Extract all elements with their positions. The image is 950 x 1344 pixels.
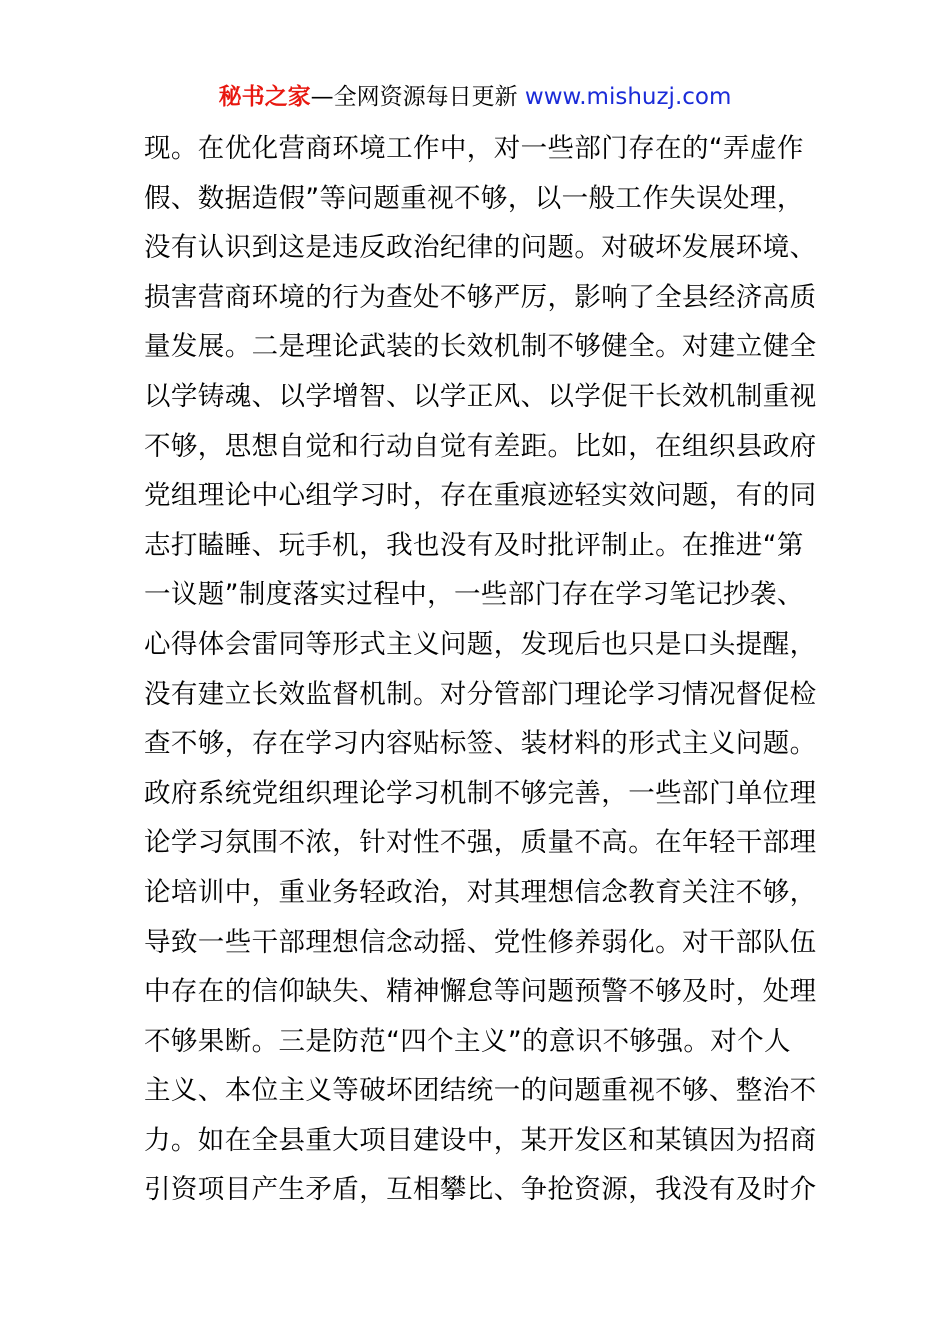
site-url-link[interactable]: www.mishuzj.com bbox=[524, 84, 732, 110]
site-header bbox=[0, 80, 950, 114]
text-line: 主义、本位主义等破坏团结统一的问题重视不够、整治不 bbox=[144, 1075, 817, 1107]
text-line: 假、数据造假”等问题重视不够，以一般工作失误处理， bbox=[144, 182, 804, 214]
text-line: 志打瞌睡、玩手机，我也没有及时批评制止。在推进“第 bbox=[144, 529, 804, 561]
text-line: 一议题”制度落实过程中，一些部门存在学习笔记抄袭、 bbox=[144, 579, 804, 611]
text-line: 论学习氛围不浓，针对性不强，质量不高。在年轻干部理 bbox=[144, 827, 817, 859]
text-line: 以学铸魂、以学增智、以学正风、以学促干长效机制重视 bbox=[144, 380, 817, 412]
text-line: 损害营商环境的行为查处不够严厉，影响了全县经济高质 bbox=[144, 281, 817, 313]
text-line: 没有认识到这是违反政治纪律的问题。对破坏发展环境、 bbox=[144, 232, 817, 264]
site-tagline: —全网资源每日更新 bbox=[310, 84, 518, 110]
text-line: 力。如在全县重大项目建设中，某开发区和某镇因为招商 bbox=[144, 1124, 817, 1156]
text-line: 查不够，存在学习内容贴标签、装材料的形式主义问题。 bbox=[144, 728, 817, 760]
site-brand: 秘书之家 bbox=[218, 84, 311, 110]
document-body bbox=[144, 124, 824, 1215]
text-line: 党组理论中心组学习时，存在重痕迹轻实效问题，有的同 bbox=[144, 480, 817, 512]
text-line: 现。在优化营商环境工作中，对一些部门存在的“弄虚作 bbox=[144, 133, 804, 164]
text-line: 心得体会雷同等形式主义问题，发现后也只是口头提醒， bbox=[144, 628, 817, 660]
text-line: 论培训中，重业务轻政治，对其理想信念教育关注不够， bbox=[144, 876, 817, 908]
text-line: 没有建立长效监督机制。对分管部门理论学习情况督促检 bbox=[144, 678, 817, 710]
text-line: 政府系统党组织理论学习机制不够完善，一些部门单位理 bbox=[144, 777, 817, 809]
text-line: 引资项目产生矛盾，互相攀比、争抢资源，我没有及时介 bbox=[144, 1174, 817, 1206]
text-line: 中存在的信仰缺失、精神懈怠等问题预警不够及时，处理 bbox=[144, 976, 817, 1008]
text-line: 不够果断。三是防范“四个主义”的意识不够强。对个人 bbox=[144, 1025, 791, 1057]
text-line: 量发展。二是理论武装的长效机制不够健全。对建立健全 bbox=[144, 331, 817, 363]
text-line: 不够，思想自觉和行动自觉有差距。比如，在组织县政府 bbox=[144, 430, 817, 462]
text-line: 导致一些干部理想信念动摇、党性修养弱化。对干部队伍 bbox=[144, 926, 817, 958]
